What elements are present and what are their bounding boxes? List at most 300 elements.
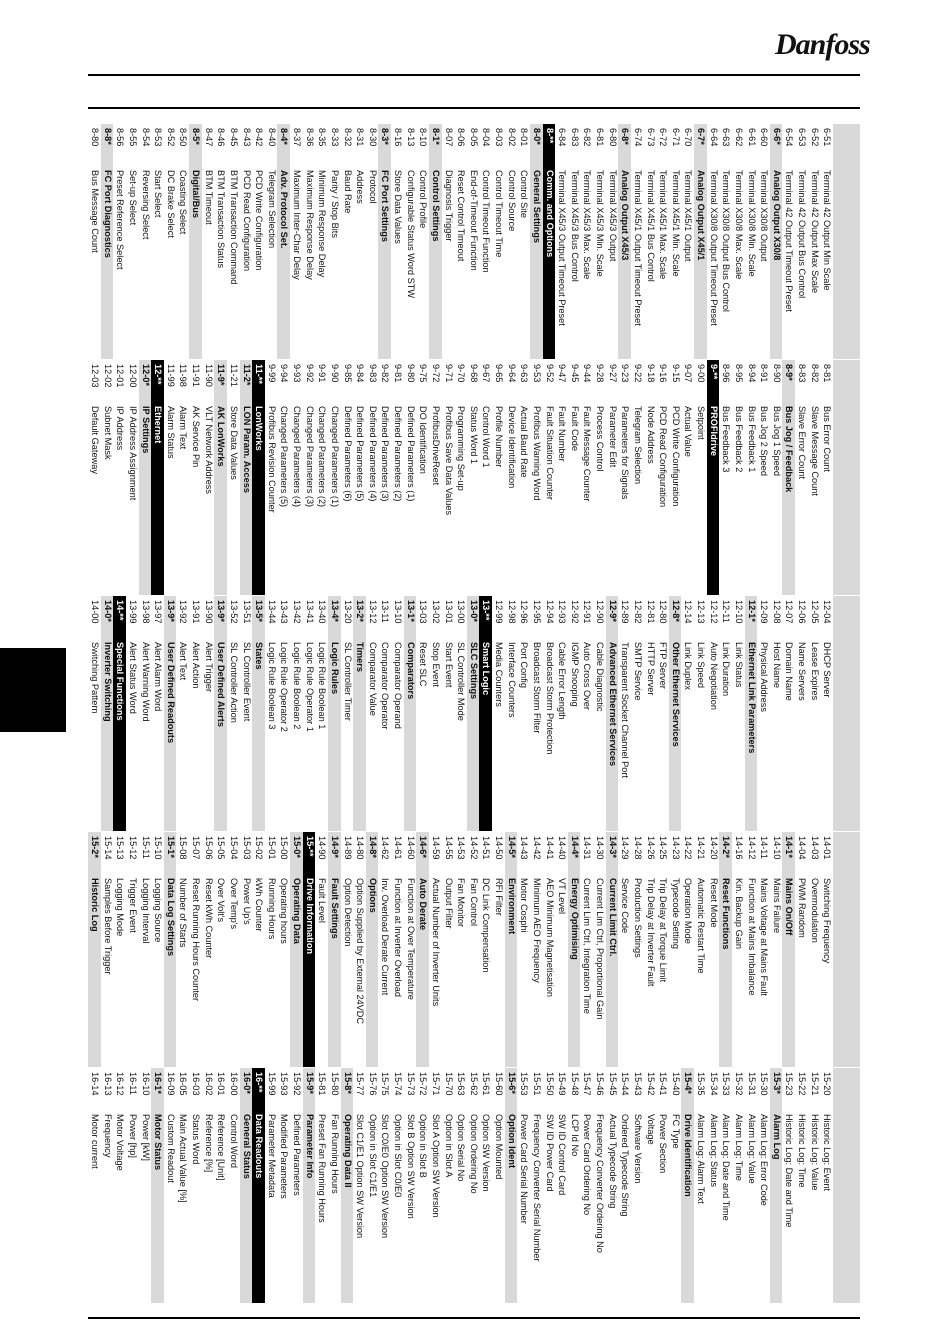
parameter-name: Logging Mode <box>115 878 126 937</box>
parameter-group-row <box>568 832 581 1067</box>
parameter-name: Fan Monitor <box>456 878 467 928</box>
parameter-code: 8-1* <box>430 128 441 145</box>
parameter-row <box>214 1068 227 1303</box>
parameter-row <box>820 1068 833 1303</box>
parameter-name: Changed Parameters (3) <box>304 406 315 508</box>
parameter-group-row <box>606 596 619 831</box>
parameter-code: 14-29 <box>620 836 631 860</box>
parameter-row <box>353 124 366 359</box>
parameter-row <box>139 1068 152 1303</box>
parameter-code: 16-05 <box>178 1072 189 1096</box>
parameter-code: 9-93 <box>292 364 303 383</box>
parameter-code: 12-9* <box>607 600 618 622</box>
parameter-code: 15-35 <box>696 1072 707 1096</box>
parameter-code: 15-48 <box>569 1072 580 1096</box>
parameter-code: 14-** <box>115 600 126 621</box>
parameter-code: 12-93 <box>557 600 568 624</box>
parameter-code: 14-03 <box>809 836 820 860</box>
parameter-code: 9-85 <box>342 364 353 383</box>
parameter-row <box>517 124 530 359</box>
parameter-row <box>732 360 745 595</box>
parameter-name: Preset Reference Select <box>115 170 126 270</box>
parameter-row <box>177 124 190 359</box>
parameter-row <box>593 832 606 1067</box>
parameter-row <box>328 124 341 359</box>
parameter-code: 8-80 <box>90 128 101 147</box>
parameter-row <box>631 124 644 359</box>
parameter-row <box>757 1068 770 1303</box>
parameter-code: 9-00 <box>696 364 707 383</box>
parameter-row <box>593 360 606 595</box>
parameter-row <box>303 596 316 831</box>
parameter-code: 9-47 <box>557 364 568 383</box>
parameter-row <box>581 1068 594 1303</box>
parameter-name: States <box>254 642 265 670</box>
parameter-code: 9-80 <box>405 364 416 383</box>
parameter-name: Modified Parameters <box>279 1114 290 1199</box>
parameter-column <box>88 360 860 596</box>
parameter-row <box>568 124 581 359</box>
parameter-code: 16-00 <box>228 1072 239 1096</box>
parameter-code: 15-1* <box>165 836 176 858</box>
parameter-row <box>202 1068 215 1303</box>
parameter-name: Terminal X30/8 Max. Scale <box>733 170 744 280</box>
parameter-row <box>177 360 190 595</box>
parameter-code: 12-13 <box>696 600 707 624</box>
parameter-code: 14-28 <box>632 836 643 860</box>
parameter-name: Option in Slot A <box>443 1114 454 1178</box>
parameter-code: 12-03 <box>90 364 101 388</box>
parameter-name: Fan Control <box>468 878 479 927</box>
parameter-row <box>644 1068 657 1303</box>
parameter-code: 9-90 <box>329 364 340 383</box>
parameter-row <box>757 832 770 1067</box>
parameter-name: Bus Message Count <box>90 170 101 253</box>
parameter-code: 15-99 <box>266 1072 277 1096</box>
parameter-code: 15-02 <box>254 836 265 860</box>
parameter-name: Motor Cosphi <box>519 878 530 933</box>
parameter-name: Terminal 42 Output Bus Control <box>797 170 808 299</box>
parameter-row <box>732 596 745 831</box>
parameter-code: 8-3* <box>380 128 391 145</box>
parameter-group-row <box>505 1068 518 1303</box>
parameter-code: 8-56 <box>115 128 126 147</box>
parameter-name: Defined Parameters (4) <box>367 406 378 502</box>
parameter-name: IP Address <box>115 406 126 451</box>
parameter-code: 13-41 <box>304 600 315 624</box>
parameter-name: Alarm Log: Value <box>746 1114 757 1184</box>
parameter-row <box>416 360 429 595</box>
parameter-name: Slave Error Count <box>797 406 808 480</box>
parameter-row <box>820 596 833 831</box>
parameter-name: Operating Data II <box>342 1114 353 1188</box>
parameter-name: Status Word 1 <box>468 406 479 465</box>
parameter-name: Terminal X30/8 Output <box>759 170 770 262</box>
parameter-row <box>328 1068 341 1303</box>
parameter-group-row <box>783 360 796 595</box>
parameter-row <box>517 360 530 595</box>
parameter-name: Operating hours <box>279 878 290 944</box>
parameter-row <box>151 596 164 831</box>
parameter-row <box>757 596 770 831</box>
parameter-row <box>568 596 581 831</box>
parameter-name: Power Card Ordering No <box>582 1114 593 1216</box>
parameter-code: 14-20 <box>708 836 719 860</box>
parameter-name: Port Config <box>519 642 530 688</box>
parameter-group-row <box>530 124 543 359</box>
parameter-row <box>429 596 442 831</box>
parameter-name: Switching Frequency <box>822 878 833 964</box>
parameter-code: 12-01 <box>115 364 126 388</box>
parameter-name: Alert Trigger <box>203 642 214 693</box>
parameter-name: Ordered Typecode String <box>620 1114 631 1217</box>
parameter-row <box>606 360 619 595</box>
parameter-code: 9-64 <box>506 364 517 383</box>
parameter-code: 12-** <box>153 364 164 385</box>
parameter-name: Adv. Protocol Set. <box>279 170 290 249</box>
parameter-name: Reference [%] <box>203 1114 214 1173</box>
parameter-row <box>429 360 442 595</box>
parameter-code: 13-40 <box>317 600 328 624</box>
parameter-name: Ethernet <box>153 406 164 444</box>
parameter-row <box>467 360 480 595</box>
parameter-code: 8-81 <box>822 364 833 383</box>
parameter-code: 15-22 <box>797 1072 808 1096</box>
parameter-code: 15-45 <box>607 1072 618 1096</box>
column-header-bar <box>833 832 860 1067</box>
parameter-code: 15-2* <box>90 836 101 858</box>
parameter-name: Reference [Unit] <box>216 1114 227 1181</box>
parameter-name: FC Port Settings <box>380 170 391 242</box>
parameter-row <box>101 1068 114 1303</box>
parameter-name: User Defined Readouts <box>165 642 176 744</box>
parameter-code: 8-9* <box>784 364 795 381</box>
parameter-code: 8-94 <box>746 364 757 383</box>
parameter-code: 6-70 <box>683 128 694 147</box>
parameter-code: 6-6* <box>771 128 782 145</box>
parameter-name: Alert Text <box>178 642 189 681</box>
parameter-name: Option in Slot C1/E1 <box>367 1114 378 1198</box>
parameter-row <box>707 596 720 831</box>
parameter-name: Slot C0/E0 Option SW Version <box>380 1114 391 1239</box>
parameter-name: Logging Interval <box>140 878 151 944</box>
parameter-name: Advanced Ethernet Services <box>607 642 618 767</box>
parameter-row <box>227 124 240 359</box>
parameter-row <box>189 832 202 1067</box>
parameter-group-row <box>618 124 631 359</box>
parameter-name: Logic Rule Operator 1 <box>304 642 315 732</box>
parameter-name: Current Lim Ctrl, Integration Time <box>582 878 593 1014</box>
parameter-row <box>391 832 404 1067</box>
parameter-code: 14-3* <box>607 836 618 858</box>
parameter-main-group-row <box>113 596 126 831</box>
parameter-code: 15-20 <box>822 1072 833 1096</box>
parameter-group-row <box>379 124 392 359</box>
parameter-code: 8-50 <box>178 128 189 147</box>
parameter-code: 6-8* <box>620 128 631 145</box>
parameter-row <box>732 1068 745 1303</box>
parameter-main-group-row <box>707 360 720 595</box>
parameter-row <box>278 596 291 831</box>
parameter-name: Control Source <box>506 170 517 232</box>
parameter-code: 9-65 <box>494 364 505 383</box>
parameter-code: 14-50 <box>494 836 505 860</box>
parameter-group-row <box>467 596 480 831</box>
parameter-row <box>517 596 530 831</box>
parameter-row <box>404 360 417 595</box>
parameter-name: Special Functions <box>115 642 126 721</box>
parameter-code: 8-** <box>544 128 555 144</box>
parameter-code: 9-** <box>708 364 719 380</box>
parameter-code: 8-83 <box>797 364 808 383</box>
parameter-code: 14-55 <box>443 836 454 860</box>
parameter-name: Profibus Warning Word <box>531 406 542 501</box>
parameter-row <box>391 596 404 831</box>
parameter-code: 9-23 <box>620 364 631 383</box>
parameter-code: 8-37 <box>292 128 303 147</box>
parameter-name: Slot C1/E1 Option SW Version <box>355 1114 366 1239</box>
parameter-name: kWh Counter <box>254 878 265 932</box>
parameter-code: 14-61 <box>393 836 404 860</box>
parameter-code: 15-50 <box>544 1072 555 1096</box>
parameter-code: 6-83 <box>569 128 580 147</box>
parameter-row <box>240 124 253 359</box>
parameter-code: 16-11 <box>127 1072 138 1095</box>
parameter-group-row <box>366 832 379 1067</box>
parameter-column <box>88 832 860 1068</box>
parameter-code: 12-04 <box>822 600 833 624</box>
parameter-row <box>593 596 606 831</box>
parameter-code: 15-0* <box>292 836 303 858</box>
parameter-row <box>379 832 392 1067</box>
parameter-code: 15-00 <box>279 836 290 860</box>
parameter-code: 8-4* <box>279 128 290 145</box>
parameter-code: 13-1* <box>405 600 416 622</box>
parameter-row <box>189 360 202 595</box>
parameter-row <box>315 596 328 831</box>
parameter-code: 11-2* <box>241 364 252 386</box>
parameter-name: SLC Settings <box>468 642 479 700</box>
parameter-column <box>88 124 860 360</box>
parameter-code: 15-77 <box>355 1072 366 1096</box>
parameter-row <box>795 124 808 359</box>
parameter-code: 11-90 <box>203 364 214 387</box>
parameter-name: Cable Diagnostic <box>595 642 606 712</box>
parameter-name: Alarm Status <box>165 406 176 459</box>
parameter-name: Parameters for Signals <box>620 406 631 500</box>
parameter-name: Comparator Operator <box>380 642 391 730</box>
parameter-name: PCD Write Configuration <box>254 170 265 271</box>
parameter-row <box>669 1068 682 1303</box>
parameter-code: 9-72 <box>430 364 441 383</box>
parameter-code: 13-97 <box>153 600 164 624</box>
parameter-name: PWM Random <box>797 878 808 938</box>
parameter-code: 13-12 <box>367 600 378 624</box>
parameter-code: 9-53 <box>531 364 542 383</box>
parameter-row <box>719 360 732 595</box>
parameter-name: Option Mounted <box>494 1114 505 1180</box>
parameter-code: 16-** <box>254 1072 265 1093</box>
parameter-name: Lease Expires <box>809 642 820 701</box>
parameter-code: 15-07 <box>191 836 202 860</box>
parameter-name: Defined Parameters (6) <box>342 406 353 502</box>
column-header-bar <box>833 124 860 359</box>
parameter-row <box>366 1068 379 1303</box>
parameter-row <box>278 360 291 595</box>
parameter-name: Operation Mode <box>683 878 694 944</box>
parameter-name: Option in Slot C0/E0 <box>393 1114 404 1198</box>
parameter-row <box>606 124 619 359</box>
parameter-name: BTM Transaction Command <box>228 170 239 285</box>
parameter-code: 8-03 <box>494 128 505 147</box>
parameter-name: Reset SLC <box>418 642 429 687</box>
parameter-name: Actual Value <box>683 406 694 457</box>
parameter-name: FTP Server <box>658 642 669 689</box>
parameter-row <box>530 596 543 831</box>
parameter-row <box>719 1068 732 1303</box>
parameter-row <box>315 832 328 1067</box>
parameter-row <box>454 360 467 595</box>
parameter-name: Preset Fan Running Hours <box>317 1114 328 1223</box>
parameter-code: 12-96 <box>519 600 530 624</box>
parameter-code: 9-91 <box>317 364 328 383</box>
parameter-code: 14-40 <box>557 836 568 860</box>
parameter-name: Mains Failure <box>771 878 782 934</box>
parameter-row <box>770 832 783 1067</box>
parameter-name: Alarm Log: Date and Time <box>721 1114 732 1221</box>
parameter-row <box>126 124 139 359</box>
parameter-column <box>88 596 860 832</box>
parameter-code: 12-92 <box>569 600 580 624</box>
parameter-code: 15-51 <box>531 1072 542 1096</box>
parameter-code: 6-53 <box>797 128 808 147</box>
parameter-code: 6-52 <box>809 128 820 147</box>
parameter-code: 15-53 <box>519 1072 530 1096</box>
parameter-name: AK Service Pin <box>191 406 202 468</box>
parameter-code: 6-64 <box>708 128 719 147</box>
parameter-name: Reversing Select <box>140 170 151 240</box>
parameter-code: 9-68 <box>468 364 479 383</box>
parameter-code: 13-92 <box>178 600 189 624</box>
parameter-main-group-row <box>252 360 265 595</box>
parameter-name: Actual Number of Inverter Units <box>430 878 441 1007</box>
parameter-row <box>404 832 417 1067</box>
parameter-row <box>795 832 808 1067</box>
parameter-name: Analog Output X30/8 <box>771 170 782 261</box>
parameter-name: Defined Parameters (2) <box>393 406 404 502</box>
parameter-row <box>783 124 796 359</box>
parameter-row <box>303 124 316 359</box>
parameter-row <box>126 360 139 595</box>
parameter-code: 8-43 <box>241 128 252 147</box>
parameter-row <box>151 832 164 1067</box>
parameter-name: AEO Minimum Magnetisation <box>544 878 555 997</box>
parameter-row <box>265 124 278 359</box>
parameter-row <box>164 1068 177 1303</box>
parameter-code: 6-81 <box>595 128 606 147</box>
parameter-name: Ethernet Link Parameters <box>746 642 757 754</box>
parameter-row <box>442 124 455 359</box>
parameter-row <box>303 360 316 595</box>
parameter-name: Minimum Response Delay <box>317 170 328 278</box>
parameter-code: 15-05 <box>216 836 227 860</box>
parameter-row <box>555 596 568 831</box>
parameter-code: 6-80 <box>607 128 618 147</box>
parameter-row <box>379 596 392 831</box>
parameter-row <box>669 832 682 1067</box>
parameter-main-group-row <box>480 596 493 831</box>
parameter-code: 14-2* <box>721 836 732 858</box>
parameter-code: 9-16 <box>658 364 669 383</box>
parameter-code: 16-02 <box>203 1072 214 1096</box>
parameter-code: 15-08 <box>178 836 189 860</box>
parameter-name: Actual Baud Rate <box>519 406 530 478</box>
parameter-code: 13-10 <box>393 600 404 624</box>
parameter-code: 8-52 <box>165 128 176 147</box>
parameter-row <box>505 596 518 831</box>
parameter-code: 13-2* <box>355 600 366 622</box>
parameter-code: 15-6* <box>506 1072 517 1094</box>
parameter-name: Configurable Status Word STW <box>405 170 416 298</box>
parameter-code: 11-99 <box>165 364 176 387</box>
parameter-name: Digital/Bus <box>191 170 202 218</box>
parameter-name: Reset Running Hours Counter <box>191 878 202 1002</box>
parameter-row <box>202 360 215 595</box>
parameter-row <box>315 360 328 595</box>
parameter-code: 9-63 <box>519 364 530 383</box>
parameter-row <box>682 832 695 1067</box>
parameter-name: Domain Name <box>784 642 795 701</box>
parameter-name: Alarm Log: Time <box>733 1114 744 1181</box>
parameter-code: 14-26 <box>645 836 656 860</box>
parameter-code: 15-70 <box>443 1072 454 1096</box>
danfoss-logo: Danfoss <box>775 28 870 61</box>
parameter-name: Logic Rules <box>329 642 340 695</box>
parameter-row <box>795 596 808 831</box>
parameter-name: Fault Message Counter <box>582 406 593 502</box>
parameter-group-row <box>189 124 202 359</box>
parameter-name: Frequency <box>102 1114 113 1158</box>
parameter-name: Bus Jog 1 Speed <box>771 406 782 476</box>
parameter-name: VLT Network Address <box>203 406 214 494</box>
parameter-name: Parameter Edit <box>607 406 618 468</box>
parameter-name: Device Identification <box>506 406 517 489</box>
parameter-code: 11-21 <box>228 364 239 387</box>
parameter-name: Energy Optimising <box>569 878 580 960</box>
rotated-parameter-table <box>88 124 860 1304</box>
parameter-code: 14-04 <box>797 836 808 860</box>
parameter-name: Baud Rate <box>342 170 353 214</box>
parameter-name: Terminal X45/3 Min. Scale <box>595 170 606 277</box>
parameter-row <box>467 1068 480 1303</box>
parameter-name: SW ID Power Card <box>544 1114 555 1192</box>
parameter-row <box>265 596 278 831</box>
parameter-name: Telegram Selection <box>266 170 277 249</box>
parameter-name: Alarm Text <box>178 406 189 450</box>
parameter-name: BTM Timeout <box>203 170 214 225</box>
parameter-row <box>783 1068 796 1303</box>
parameter-row <box>416 124 429 359</box>
parameter-name: Auto Derate <box>418 878 429 931</box>
parameter-name: Comm. and Options <box>544 170 555 258</box>
parameter-name: Terminal 42 Output Min Scale <box>822 170 833 291</box>
parameter-row <box>88 596 101 831</box>
parameter-name: Current Lim Ctrl, Proportional Gain <box>595 878 606 1020</box>
parameter-code: 8-35 <box>317 128 328 147</box>
parameter-code: 6-54 <box>784 128 795 147</box>
parameter-name: Option Detection <box>342 878 353 947</box>
parameter-row <box>581 832 594 1067</box>
